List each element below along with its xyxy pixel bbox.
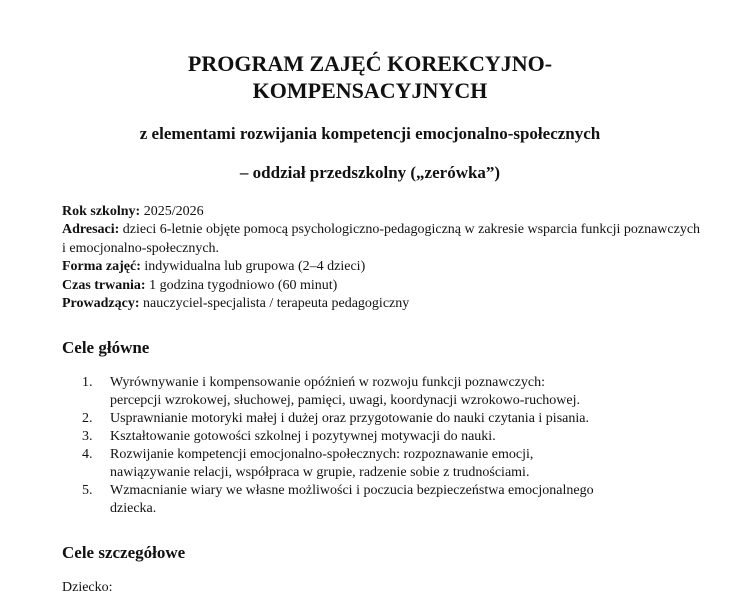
list-number: 2. (82, 411, 93, 426)
list-item (82, 446, 692, 482)
list-item (82, 428, 692, 446)
program-metadata (62, 203, 702, 313)
meta-label: Forma zajęć: (62, 259, 141, 275)
subtitle-competences: z elementami rozwijania kompetencji emocjonalno-społecznych (139, 124, 601, 143)
meta-form (62, 258, 702, 276)
meta-school-year (62, 203, 702, 221)
meta-value: nauczyciel-specjalista / terapeuta pedagogiczny (139, 296, 410, 312)
list-text-line: Rozwijanie kompetencji emocjonalno-społecznych: rozpoznawanie emocji, (110, 447, 534, 462)
meta-duration (62, 277, 702, 295)
child-label: Dziecko: (62, 580, 113, 595)
list-item (82, 482, 692, 518)
meta-label: Prowadzący: (62, 296, 140, 312)
list-text-line: Kształtowanie gotowości szkolnej i pozytywnej motywacji do nauki. (110, 429, 496, 444)
meta-value: 2025/2026 (140, 204, 204, 219)
title-line-2: KOMPENSACYJNYCH (252, 78, 488, 103)
meta-value: 1 godzina tygodniowo (60 minut) (145, 277, 338, 293)
meta-label: Adresaci: (62, 222, 120, 238)
list-number: 3. (82, 429, 93, 444)
title-line-1: PROGRAM ZAJĘĆ KOREKCYJNO- (187, 51, 553, 76)
document-title (80, 50, 660, 104)
list-item (82, 410, 692, 428)
list-number: 5. (82, 483, 93, 498)
subtitle-group: – oddział przedszkolny („zerówka”) (239, 163, 501, 182)
meta-instructor (62, 295, 702, 313)
list-text-line: percepcji wzrokowej, słuchowej, pamięci, uwagi, koordynacji wzrokowo-ruchowej. (110, 393, 581, 408)
main-goals-list (82, 374, 692, 518)
list-text-line: Wyrównywanie i kompensowanie opóźnień w rozwoju funkcji poznawczych: (110, 375, 545, 390)
meta-value: dzieci 6-letnie objęte pomocą psychologiczno-pedagogiczną w zakresie wsparcia funkcji poznawczych i emocjonalno-społecznych. (62, 222, 701, 256)
list-number: 4. (82, 447, 93, 462)
list-text-line: nawiązywanie relacji, współpraca w grupie, radzenie sobie z trudnościami. (110, 465, 530, 480)
heading-main-goals: Cele główne (62, 338, 150, 357)
list-text-line: dziecka. (110, 501, 157, 516)
heading-specific-goals: Cele szczegółowe (62, 543, 186, 562)
list-text-line: Usprawnianie motoryki małej i dużej oraz przygotowanie do nauki czytania i pisania. (110, 411, 589, 426)
list-item (82, 374, 692, 410)
list-text-line: Wzmacnianie wiary we własne możliwości i poczucia bezpieczeństwa emocjonalnego (110, 483, 594, 498)
list-number: 1. (82, 375, 93, 390)
meta-label: Rok szkolny: (62, 204, 141, 219)
meta-value: indywidualna lub grupowa (2–4 dzieci) (140, 259, 366, 275)
meta-label: Czas trwania: (62, 277, 146, 293)
meta-recipients (62, 221, 702, 258)
